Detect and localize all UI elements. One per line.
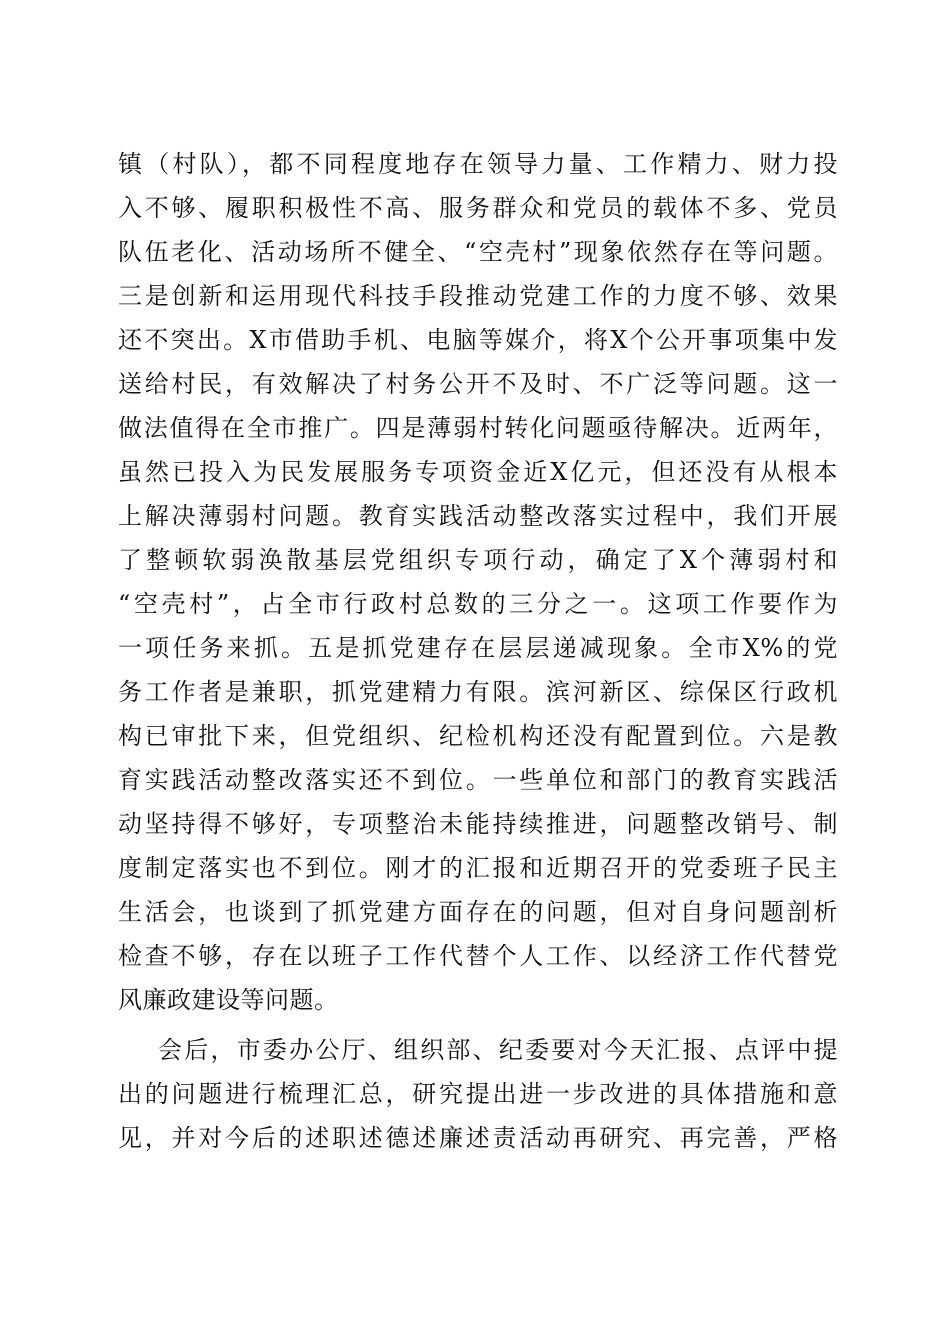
- text-line: 三是创新和运用现代科技手段推动党建工作的力度不够、效果: [118, 282, 838, 310]
- text-line: 虽然已投入为民发展服务专项资金近X亿元，但还没有从根本: [118, 458, 838, 486]
- text-line: 动坚持得不够好，专项整治未能持续推进，问题整改销号、制: [118, 810, 838, 838]
- text-line: 见，并对今后的述职述德述廉述责活动再研究、再完善，严格: [118, 1124, 838, 1152]
- text-line: 送给村民，有效解决了村务公开不及时、不广泛等问题。这一: [118, 370, 838, 398]
- text-line: 风廉政建设等问题。: [118, 986, 339, 1014]
- paragraph-2: [118, 1028, 838, 1160]
- text-line: 生活会，也谈到了抓党建方面存在的问题，但对自身问题剖析: [118, 898, 838, 926]
- text-line: 构已审批下来，但党组织、纪检机构还没有配置到位。六是教: [118, 722, 838, 750]
- text-line: 一项任务来抓。五是抓党建存在层层递减现象。全市X%的党: [118, 634, 838, 662]
- document-body: [118, 142, 838, 1160]
- text-line: 队伍老化、活动场所不健全、“空壳村”现象依然存在等问题。: [118, 238, 838, 266]
- text-line: 度制定落实也不到位。刚才的汇报和近期召开的党委班子民主: [118, 854, 838, 882]
- text-line: “空壳村”，占全市行政村总数的三分之一。这项工作要作为: [118, 590, 838, 618]
- text-line: 检查不够，存在以班子工作代替个人工作、以经济工作代替党: [118, 942, 838, 970]
- text-line: 镇（村队），都不同程度地存在领导力量、工作精力、财力投: [118, 150, 838, 178]
- text-line: 出的问题进行梳理汇总，研究提出进一步改进的具体措施和意: [118, 1080, 838, 1108]
- text-line: 入不够、履职积极性不高、服务群众和党员的载体不多、党员: [118, 194, 838, 222]
- text-line: 会后，市委办公厅、组织部、纪委要对今天汇报、点评中提: [158, 1036, 838, 1064]
- paragraph-1: [118, 142, 838, 1022]
- text-line: 务工作者是兼职，抓党建精力有限。滨河新区、综保区行政机: [118, 678, 838, 706]
- text-line: 上解决薄弱村问题。教育实践活动整改落实过程中，我们开展: [118, 502, 838, 530]
- text-line: 育实践活动整改落实还不到位。一些单位和部门的教育实践活: [118, 766, 838, 794]
- text-line: 做法值得在全市推广。四是薄弱村转化问题亟待解决。近两年，: [118, 414, 838, 442]
- text-line: 了整顿软弱涣散基层党组织专项行动，确定了X个薄弱村和: [118, 546, 838, 574]
- text-line: 还不突出。X市借助手机、电脑等媒介，将X个公开事项集中发: [118, 326, 838, 354]
